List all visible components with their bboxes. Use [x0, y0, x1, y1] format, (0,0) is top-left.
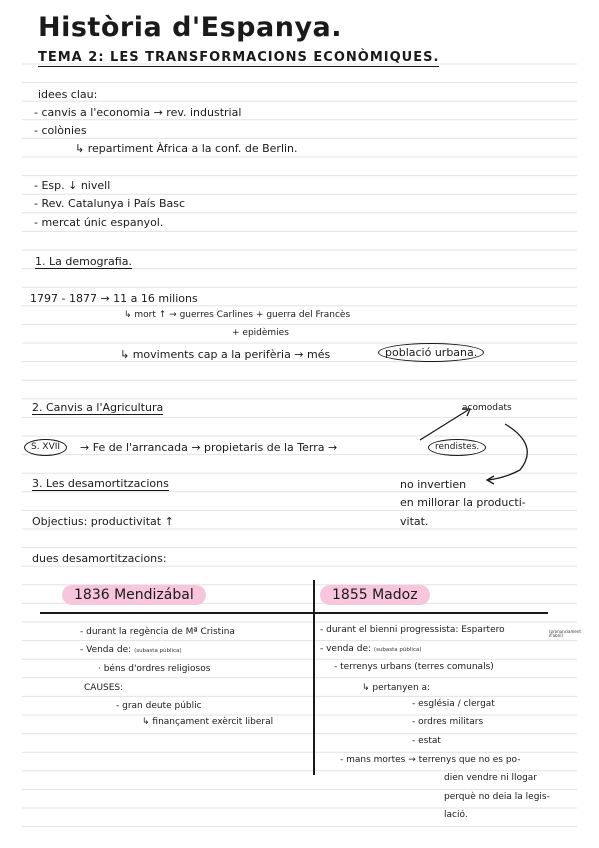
mendizabal-line-6: ↳ finançament exèrcit liberal — [142, 717, 274, 727]
table-header-rule — [40, 612, 548, 614]
demography-line-3: + epidèmies — [232, 328, 289, 338]
no-invest-line-2: en millorar la producti- — [400, 496, 526, 509]
mendizabal-causes-label: CAUSES: — [84, 683, 124, 693]
madoz-line-5: - església / clergat — [412, 699, 495, 709]
madoz-title: 1855 Madoz — [320, 585, 430, 605]
demography-line-4: ↳ moviments cap a la perifèria → més — [120, 348, 331, 361]
page-title: Història d'Espanya. — [38, 12, 343, 43]
madoz-line-1-note: (pronunciament d'abril) — [549, 629, 581, 639]
madoz-line-9: dien vendre ni llogar — [444, 773, 537, 783]
acomodats-label: acomodats — [462, 403, 512, 413]
madoz-line-7: - estat — [412, 736, 441, 746]
key-idea-berlin: ↳ repartiment Àfrica a la conf. de Berlin. — [75, 142, 298, 155]
key-ideas-label: idees clau: — [38, 88, 98, 101]
key-idea-revolution: - Rev. Catalunya i País Basc — [34, 197, 186, 210]
mendizabal-title: 1836 Mendizábal — [62, 585, 206, 605]
two-desamortitzacions-label: dues desamortitzacions: — [32, 552, 167, 565]
no-invest-line-1: no invertien — [400, 478, 467, 491]
madoz-line-8: - mans mortes → terrenys que no es po- — [340, 755, 521, 765]
madoz-line-1: - durant el bienni progressista: Espartero — [320, 625, 505, 635]
agriculture-line: → Fe de l'arrancada → propietaris de la Terra → — [80, 441, 338, 454]
key-idea-economy: - canvis a l'economia → rev. industrial — [34, 106, 242, 119]
demography-line-2: ↳ mort ↑ → guerres Carlines + guerra del Francès — [124, 310, 351, 320]
demography-line-1: 1797 - 1877 → 11 a 16 milions — [30, 292, 198, 305]
section-2-heading: 2. Canvis a l'Agricultura — [32, 401, 164, 414]
mendizabal-line-5: - gran deute públic — [116, 701, 202, 711]
urban-population-oval: població urbana. — [378, 343, 484, 362]
objectives-line: Objectius: productivitat ↑ — [32, 515, 174, 528]
madoz-line-3: - terrenys urbans (terres comunals) — [334, 662, 494, 672]
no-invest-line-3: vitat. — [400, 515, 429, 528]
madoz-line-4: ↳ pertanyen a: — [362, 683, 431, 693]
table-column-divider — [313, 580, 315, 775]
mendizabal-line-3: · béns d'ordres religiosos — [98, 664, 211, 674]
mendizabal-line-2: - Venda de: (subasta pública) — [80, 645, 182, 655]
madoz-line-6: - ordres militars — [412, 717, 484, 727]
section-3-heading: 3. Les desamortitzacions — [32, 477, 169, 490]
mendizabal-line-1: - durant la regència de Mª Cristina — [80, 627, 235, 637]
rendistes-oval: rendistes. — [428, 439, 486, 456]
topic-heading: TEMA 2: LES TRANSFORMACIONS ECONÒMIQUES. — [38, 50, 440, 65]
madoz-line-11: lació. — [444, 810, 468, 820]
madoz-line-10: perquè no deia la legis- — [444, 792, 550, 802]
key-idea-colonies: - colònies — [34, 124, 87, 137]
section-1-heading: 1. La demografia. — [35, 255, 132, 268]
key-idea-spain-level: - Esp. ↓ nivell — [34, 179, 111, 192]
century-oval: S. XVII — [24, 439, 67, 456]
key-idea-single-market: - mercat únic espanyol. — [34, 216, 164, 229]
madoz-line-2: - venda de: (subasta pública) — [320, 644, 422, 654]
